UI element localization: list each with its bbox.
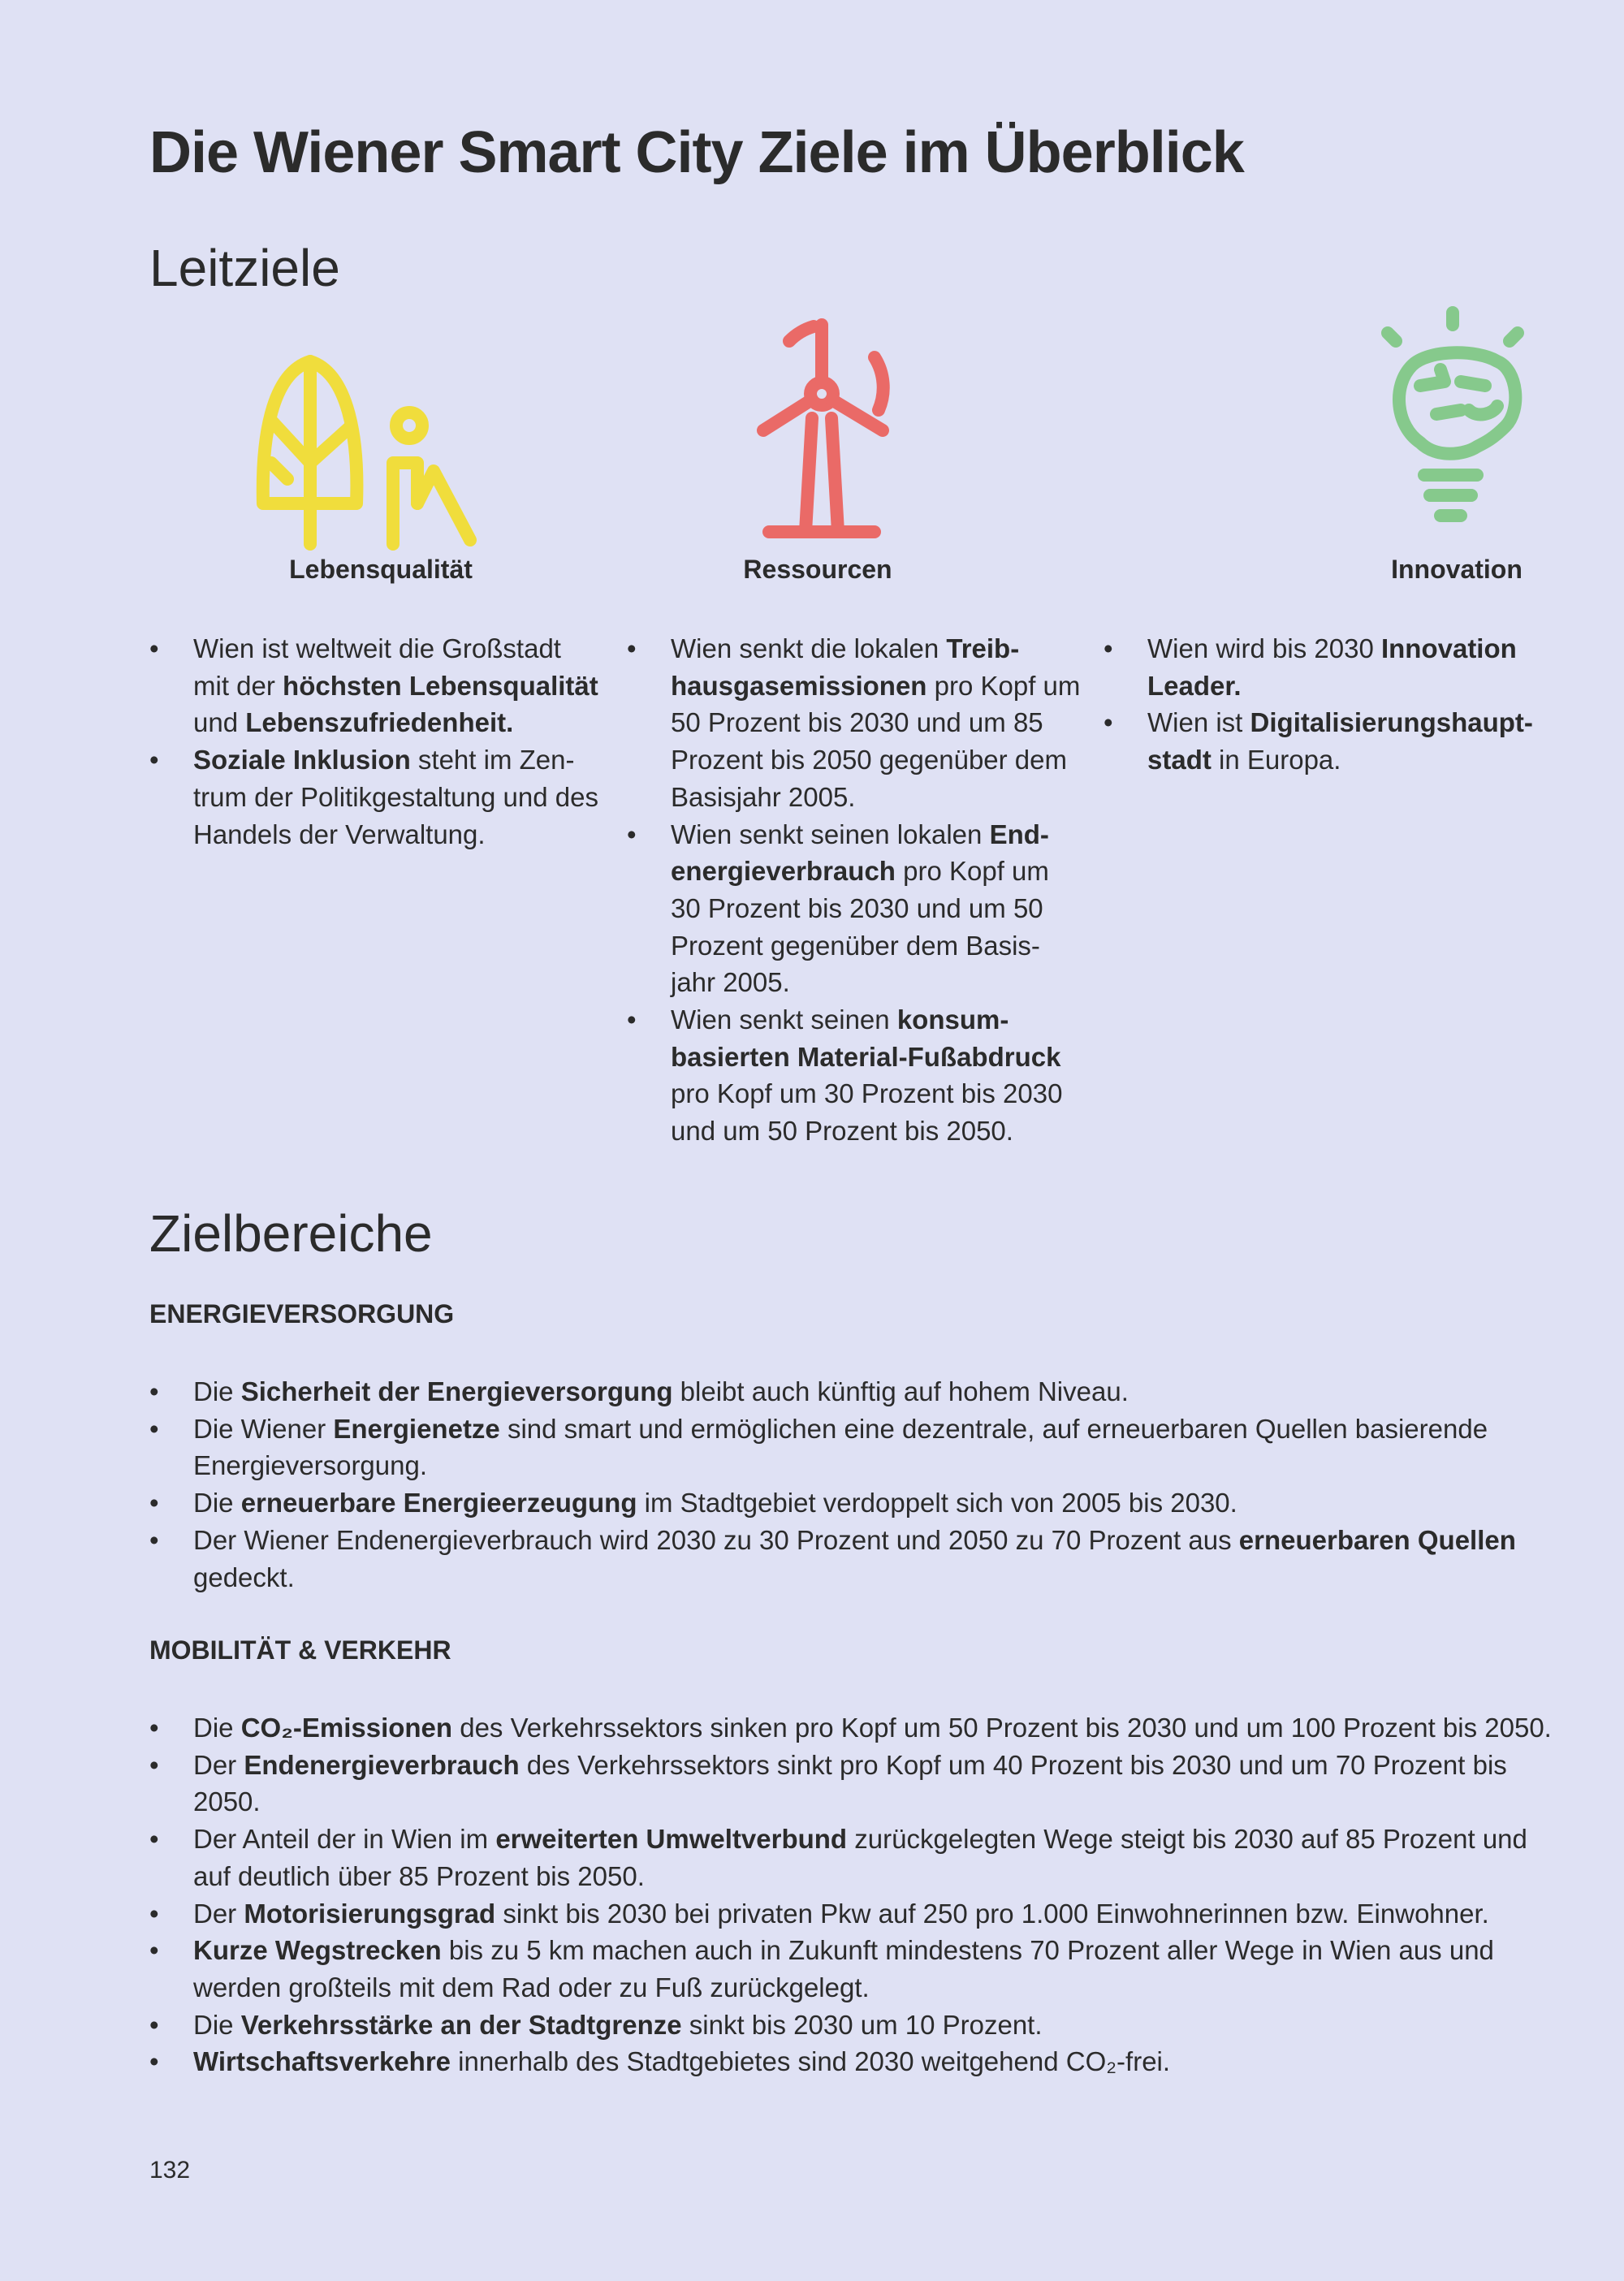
list-item: • Soziale Inklusion steht im Zen-trum der Politikgestaltung und des Handels der Verwaltung. [149, 741, 604, 853]
leitziel-label: Lebensqualität [289, 555, 473, 584]
section-list-mobilitaet [149, 1709, 1562, 2080]
list-item: • Der Endenergieverbrauch des Verkehrssektors sinkt pro Kopf um 40 Prozent bis 2030 und um 70 Prozent bis 2050. [149, 1747, 1562, 1821]
leitziel-list [149, 630, 604, 853]
leitziel-label: Innovation [1391, 555, 1522, 584]
leitziel-list [1104, 630, 1558, 779]
list-item: • Wien ist weltweit die Großstadt mit der höchsten Lebensqualität und Lebenszufriedenheit. [149, 630, 604, 741]
section-title-mobilitaet: MOBILITÄT & VERKEHR [149, 1635, 451, 1665]
list-item: • Wien wird bis 2030 Innovation Leader. [1104, 630, 1558, 704]
list-item: • Der Motorisierungsgrad sinkt bis 2030 bei privaten Pkw auf 250 pro 1.000 Einwohnerinnen bzw. Einwohner. [149, 1895, 1562, 1933]
list-item: • Der Anteil der in Wien im erweiterten Umweltverbund zurückgelegten Wege steigt bis 2030 auf 85 Prozent und auf deutlich über 85 Prozent bis 2050. [149, 1821, 1562, 1894]
wind-turbine-icon [741, 309, 903, 544]
section-title-energie: ENERGIEVERSORGUNG [149, 1299, 455, 1328]
list-item: • Wien senkt seinen konsum-basierten Material-Fußabdruck pro Kopf um 30 Prozent bis 2030 und um 50 Prozent bis 2050. [627, 1001, 1082, 1150]
lightbulb-brain-icon [1355, 305, 1550, 540]
list-item: • Wien ist Digitalisierungshaupt-stadt in Europa. [1104, 704, 1558, 778]
list-item: • Die CO₂-Emissionen des Verkehrssektors sinken pro Kopf um 50 Prozent bis 2030 und um 100 Prozent bis 2050. [149, 1709, 1562, 1747]
list-item: • Die Sicherheit der Energieversorgung bleibt auch künftig auf hohem Niveau. [149, 1373, 1562, 1411]
page-number: 132 [149, 2157, 191, 2184]
leitziel-label: Ressourcen [743, 555, 892, 584]
list-item: • Die Wiener Energienetze sind smart und ermöglichen eine dezentrale, auf erneuerbaren Quellen basierende Energieversorgung. [149, 1411, 1562, 1484]
leitziele-heading: Leitziele [149, 239, 340, 297]
section-list-energie [149, 1373, 1562, 1596]
leitziel-list [627, 630, 1082, 1150]
tree-and-person-icon [255, 333, 499, 552]
page-title: Die Wiener Smart City Ziele im Überblick [149, 120, 1244, 185]
list-item: • Die erneuerbare Energieerzeugung im Stadtgebiet verdoppelt sich von 2005 bis 2030. [149, 1484, 1562, 1522]
list-item: • Der Wiener Endenergieverbrauch wird 2030 zu 30 Prozent und 2050 zu 70 Prozent aus erneuerbaren Quellen gedeckt. [149, 1522, 1562, 1596]
list-item: • Wien senkt die lokalen Treib-hausgasemissionen pro Kopf um 50 Prozent bis 2030 und um 85 Prozent bis 2050 gegenüber dem Basisjahr 2005. [627, 630, 1082, 816]
list-item: • Die Verkehrsstärke an der Stadtgrenze sinkt bis 2030 um 10 Prozent. [149, 2007, 1562, 2044]
list-item: • Kurze Wegstrecken bis zu 5 km machen auch in Zukunft mindestens 70 Prozent aller Wege in Wien aus und werden großteils mit dem Rad oder zu Fuß zurückgelegt. [149, 1932, 1562, 2006]
zielbereiche-heading: Zielbereiche [149, 1204, 433, 1263]
list-item: • Wien senkt seinen lokalen End-energieverbrauch pro Kopf um 30 Prozent bis 2030 und um 50 Prozent gegenüber dem Basis-jahr 2005. [627, 816, 1082, 1002]
list-item: • Wirtschaftsverkehre innerhalb des Stadtgebietes sind 2030 weitgehend CO₂-frei. [149, 2043, 1562, 2080]
